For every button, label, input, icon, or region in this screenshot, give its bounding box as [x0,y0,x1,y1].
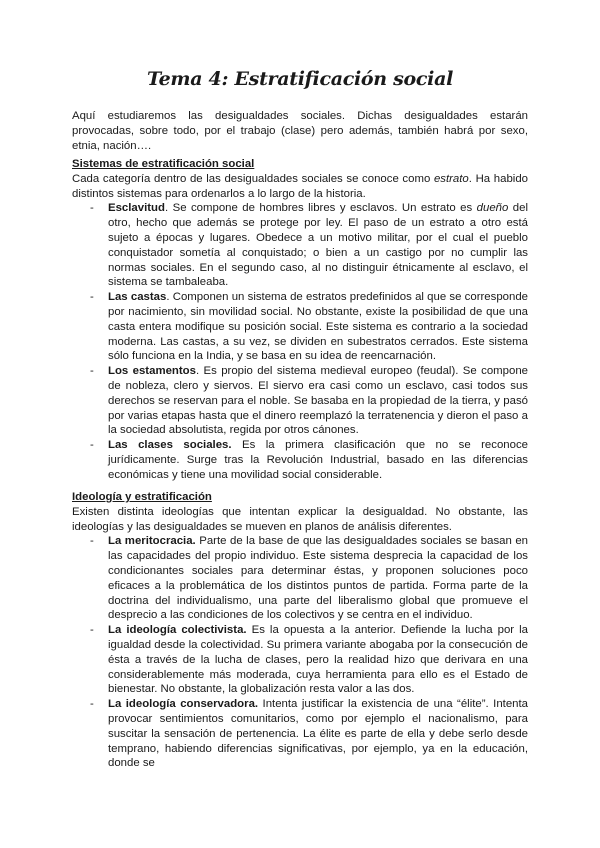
list-item: - La ideología conservadora. Intenta justificar la existencia de una “élite”. Intenta provocar sentimientos comunitarios, como por ejemplo el nacionalismo, para suscitar la sensación de pertenencia. La élite es parte de ella y debe serlo desde temprano, habiendo diferencias significativas, por ejemplo, ya en la educación, donde se [90,698,528,770]
list-item: - Las clases sociales. Es la primera clasificación que no se reconoce jurídicamente. Surge tras la Revolución Industrial, basado en las diferencias económicas y tiene una movilidad social considerable. [90,439,528,481]
list-item: - Esclavitud. Se compone de hombres libres y esclavos. Un estrato es dueño del otro, hecho que además se protege por ley. El paso de un estrato a otro está sujeto a épocas y lugares. Obedece a un motivo militar, por el cual el pueblo conquistador sometía al conquistado; o bien a un castigo por no cumplir las normas sociales. En el segundo caso, al no distinguir étnicamente al esclavo, el sistema se tambaleaba. [90,202,528,289]
section2-heading: Ideología y estratificación [72,491,212,503]
page-title: Tema 4: Estratificación social [146,68,454,90]
list-item: - La ideología colectivista. Es la opuesta a la anterior. Defiende la lucha por la igualdad desde la colectividad. Su primera variante abogaba por la consecución de ésta a través de la lucha de clases, pero la realidad hizo que derivara en una considerablemente más moderada, cuya herramienta para ello es el Estado de bienestar. No obstante, la globalización resta valor a las dos. [90,624,528,696]
list-item: - Las castas. Componen un sistema de estratos predefinidos al que se corresponde por nacimiento, sin movilidad social. No obstante, existe la posibilidad de que una casta entera modifique su posición social. Este sistema es contrario a la sociedad moderna. Las castas, a su vez, se dividen en subestratos cerrados. Este sistema sólo funciona en la India, y se basa en su idea de reencarnación. [90,291,529,363]
list-item: - La meritocracia. Parte de la base de que las desigualdades sociales se basan en las capacidades del propio individuo. Este sistema desprecia la capacidad de los condicionantes sociales para determinar éstas, y proponen soluciones poco eficaces a la problemática de los distintos puntos de partida. Forma parte de la doctrina del individualismo, una parte del liberalismo global que promueve el desprecio a las condiciones de los colectivos y se centra en el individuo. [90,535,529,622]
intro-paragraph: Aquí estudiaremos las desigualdades sociales. Dichas desigualdades estarán provocadas, sobre todo, por el trabajo (clase) pero además, también habrá por sexo, etnia, nación…. [72,110,528,152]
section2-list [72,534,528,771]
section1-heading: Sistemas de estratificación social [72,158,255,170]
section-ideology [72,490,528,771]
section2-paragraph: Existen distinta ideologías que intentan explicar la desigualdad. No obstante, las ideologías y las desigualdades se mueven en planos de análisis diferentes. [72,505,528,533]
section1-paragraph: Cada categoría dentro de las desigualdades sociales se conoce como estrato. Ha habido distintos sistemas para ordenarlos a lo largo de la historia. [72,172,528,200]
list-item: - Los estamentos. Es propio del sistema medieval europeo (feudal). Se compone de nobleza, clero y siervos. El siervo era casi como un esclavo, casi todos sus derechos se reservan para el noble. Se basaba en la propiedad de la tierra, y pasó por varias etapas hasta que el dinero reemplazó la terratenencia y dieron el paso a la sociedad absolutista, regida por otros cánones. [90,365,528,437]
section1-list [72,201,528,482]
section-stratification-systems [72,157,528,483]
